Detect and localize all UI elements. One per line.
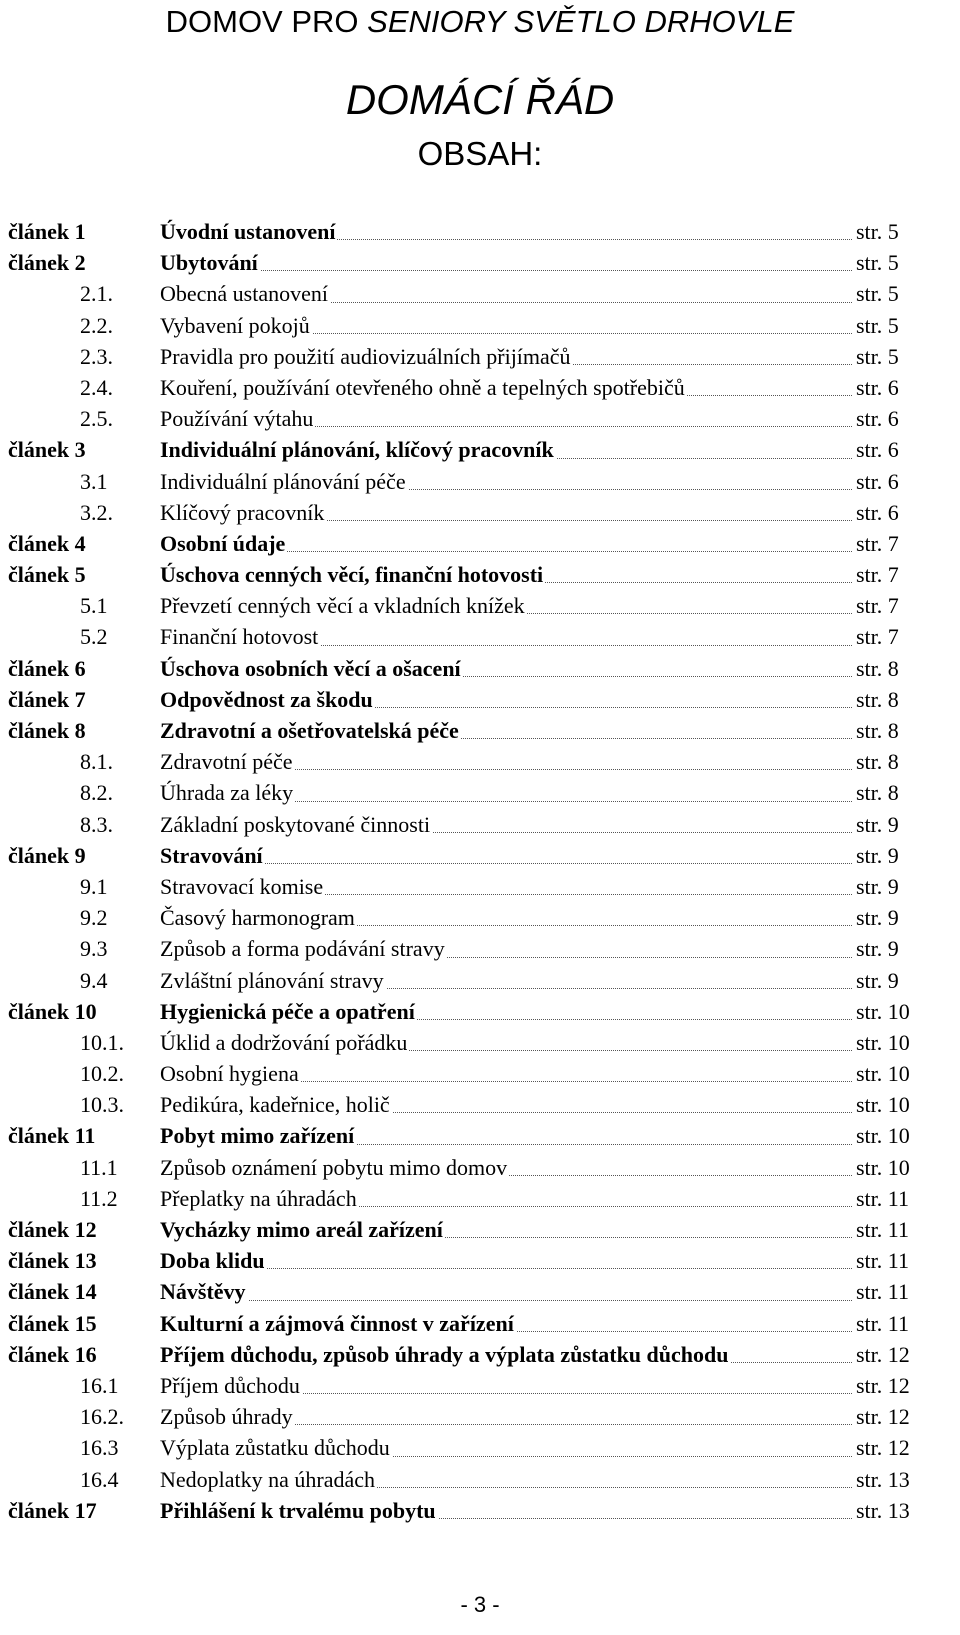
toc-entry-page: str. 11 — [856, 1279, 909, 1305]
toc-entry — [0, 247, 960, 278]
toc-entry-page: str. 8 — [856, 655, 899, 681]
toc-entry-title — [160, 1495, 852, 1526]
toc-entry-number: článek 12 — [8, 1217, 97, 1242]
toc-entry-page: str. 9 — [856, 936, 899, 962]
toc-entry — [0, 1401, 960, 1432]
toc-entry — [0, 1308, 960, 1339]
toc-entry-title — [160, 1276, 852, 1307]
toc-entry-number: 10.3. — [80, 1092, 124, 1118]
toc-entry-title — [160, 965, 852, 996]
toc-entry-number: 10.2. — [80, 1061, 124, 1087]
toc-entry-page: str. 5 — [856, 219, 899, 244]
toc-entry-page: str. 6 — [856, 437, 899, 463]
toc-entry — [0, 1276, 960, 1307]
toc-entry — [0, 528, 960, 559]
toc-entry-page: str. 8 — [856, 749, 899, 775]
toc-entry-number: 2.2. — [80, 312, 113, 338]
toc-entry-page: str. 12 — [856, 1341, 910, 1367]
toc-entry-number: článek 8 — [8, 718, 86, 743]
toc-entry — [0, 1058, 960, 1089]
toc-entry-number: 2.4. — [80, 374, 113, 400]
toc-entry-title-text: Nedoplatky na úhradách — [160, 1466, 376, 1492]
toc-entry — [0, 965, 960, 996]
toc-entry — [0, 590, 960, 621]
toc-entry-page: str. 12 — [856, 1404, 910, 1430]
toc-entry — [0, 777, 960, 808]
toc-entry-page: str. 5 — [856, 250, 899, 276]
toc-entry-page: str. 11 — [856, 1185, 909, 1211]
contents-heading: OBSAH: — [417, 135, 543, 172]
toc-entry-page: str. 13 — [856, 1466, 910, 1492]
toc-entry-page: str. 11 — [856, 1248, 909, 1274]
toc-entry-title — [160, 497, 852, 528]
toc-entry-number: článek 15 — [8, 1310, 97, 1336]
toc-entry-title — [160, 590, 852, 621]
toc-entry-title-text: Používání výtahu — [160, 406, 314, 432]
toc-entry-title — [160, 1432, 852, 1463]
toc-entry-number: článek 16 — [8, 1341, 97, 1367]
toc-entry-title — [160, 216, 852, 247]
toc-entry-number: článek 6 — [8, 655, 86, 681]
toc-entry-page: str. 10 — [856, 1154, 910, 1180]
toc-entry-title — [160, 840, 852, 871]
toc-entry — [0, 1245, 960, 1276]
toc-entry-title-text: Úvodní ustanovení — [160, 219, 336, 244]
toc-entry-page: str. 11 — [856, 1217, 909, 1242]
toc-entry-number: článek 17 — [8, 1497, 97, 1523]
toc-entry-title-text: Odpovědnost za škodu — [160, 686, 373, 712]
toc-entry-title — [160, 1089, 852, 1120]
toc-entry-title — [160, 341, 852, 372]
toc-entry-number: 9.2 — [80, 905, 108, 931]
toc-entry-page: str. 10 — [856, 998, 910, 1024]
toc-entry-title — [160, 1464, 852, 1495]
toc-entry-title-text: Příjem důchodu, způsob úhrady a výplata zůstatku důchodu — [160, 1341, 729, 1367]
toc-entry — [0, 1120, 960, 1151]
toc-entry-number: 5.2 — [80, 624, 108, 650]
toc-entry-number: článek 10 — [8, 998, 97, 1024]
toc-entry-page: str. 9 — [856, 967, 899, 993]
toc-entry-title-text: Pobyt mimo zařízení — [160, 1123, 355, 1149]
toc-entry-title — [160, 684, 852, 715]
toc-entry-title — [160, 715, 852, 746]
toc-entry-page: str. 7 — [856, 530, 899, 556]
toc-entry-title-text: Doba klidu — [160, 1248, 265, 1274]
toc-entry — [0, 466, 960, 497]
toc-entry-page: str. 7 — [856, 593, 899, 619]
toc-entry-title — [160, 1401, 852, 1432]
toc-entry — [0, 621, 960, 652]
toc-entry-page: str. 7 — [856, 562, 899, 588]
toc-entry-title — [160, 871, 852, 902]
toc-entry-page: str. 10 — [856, 1123, 910, 1149]
toc-entry-number: 9.3 — [80, 936, 108, 962]
toc-entry-number: článek 3 — [8, 437, 86, 463]
toc-entry-title — [160, 247, 852, 278]
toc-entry-number: 9.4 — [80, 967, 108, 993]
toc-entry — [0, 497, 960, 528]
toc-entry-number: článek 13 — [8, 1248, 97, 1274]
toc-entry-title — [160, 528, 852, 559]
toc-entry-title — [160, 1370, 852, 1401]
toc-entry-page: str. 10 — [856, 1029, 910, 1055]
toc-entry-title-text: Osobní hygiena — [160, 1061, 299, 1087]
toc-entry-number: 8.1. — [80, 749, 113, 775]
toc-entry-page: str. 9 — [856, 873, 899, 899]
toc-entry-title-text: Úhrada za léky — [160, 780, 294, 806]
toc-entry-number: 8.3. — [80, 811, 113, 837]
toc-entry-page: str. 10 — [856, 1061, 910, 1087]
toc-entry-title-text: Vycházky mimo areál zařízení — [160, 1217, 443, 1242]
toc-entry-title — [160, 1058, 852, 1089]
toc-entry — [0, 1027, 960, 1058]
toc-entry-number: 16.2. — [80, 1404, 124, 1430]
toc-entry-title-text: Hygienická péče a opatření — [160, 998, 415, 1024]
toc-entry-number: 11.1 — [80, 1154, 118, 1180]
toc-entry-number: 3.1 — [80, 468, 108, 494]
toc-entry — [0, 1089, 960, 1120]
toc-entry — [0, 278, 960, 309]
toc-entry-number: 9.1 — [80, 873, 108, 899]
toc-entry-page: str. 9 — [856, 811, 899, 837]
toc-entry-page: str. 10 — [856, 1092, 910, 1118]
toc-entry-number: 5.1 — [80, 593, 108, 619]
table-of-contents — [0, 216, 960, 1526]
toc-entry-title-text: Úschova osobních věcí a ošacení — [160, 655, 461, 681]
toc-entry-page: str. 8 — [856, 780, 899, 806]
toc-entry-title — [160, 466, 852, 497]
toc-entry-page: str. 9 — [856, 842, 899, 868]
toc-entry — [0, 403, 960, 434]
page-number: - 3 - — [460, 1592, 500, 1617]
toc-entry-title — [160, 1027, 852, 1058]
toc-entry-number: 2.3. — [80, 343, 113, 369]
toc-entry-page: str. 7 — [856, 624, 899, 650]
toc-entry-title-text: Zvláštní plánování stravy — [160, 967, 384, 993]
toc-entry-title-text: Způsob oznámení pobytu mimo domov — [160, 1154, 508, 1180]
toc-entry-number: 3.2. — [80, 499, 113, 525]
toc-entry-title-text: Základní poskytované činnosti — [160, 811, 431, 837]
toc-entry-title — [160, 278, 852, 309]
dot-leader — [160, 270, 852, 271]
toc-entry-title — [160, 933, 852, 964]
toc-entry-title-text: Stravování — [160, 842, 263, 868]
toc-entry-title — [160, 372, 852, 403]
toc-entry-title-text: Zdravotní a ošetřovatelská péče — [160, 718, 459, 743]
toc-entry-title-text: Individuální plánování péče — [160, 468, 406, 494]
toc-entry-title-text: Příjem důchodu — [160, 1372, 300, 1398]
toc-entry-title — [160, 902, 852, 933]
toc-entry-page: str. 6 — [856, 374, 899, 400]
toc-entry — [0, 1214, 960, 1245]
toc-entry-page: str. 8 — [856, 718, 899, 743]
toc-entry-title-text: Způsob úhrady — [160, 1404, 293, 1430]
toc-entry — [0, 653, 960, 684]
toc-entry-title-text: Časový harmonogram — [160, 905, 355, 931]
toc-entry-title-text: Úschova cenných věcí, finanční hotovosti — [160, 562, 544, 588]
toc-entry-page: str. 6 — [856, 468, 899, 494]
toc-entry-title-text: Přihlášení k trvalému pobytu — [160, 1497, 436, 1523]
toc-entry-number: článek 4 — [8, 530, 86, 556]
toc-entry-title — [160, 653, 852, 684]
toc-entry-number: 2.1. — [80, 281, 113, 307]
toc-entry-page: str. 8 — [856, 686, 899, 712]
toc-entry — [0, 996, 960, 1027]
toc-entry-title — [160, 996, 852, 1027]
toc-entry — [0, 310, 960, 341]
toc-entry-title-text: Kulturní a zájmová činnost v zařízení — [160, 1310, 514, 1336]
toc-entry-title — [160, 777, 852, 808]
toc-entry-page: str. 12 — [856, 1435, 910, 1461]
toc-entry-title — [160, 403, 852, 434]
toc-entry-number: článek 7 — [8, 686, 86, 712]
dot-leader — [160, 1300, 852, 1301]
toc-entry-title-text: Finanční hotovost — [160, 624, 319, 650]
toc-entry — [0, 1339, 960, 1370]
toc-entry-page: str. 13 — [856, 1497, 910, 1523]
toc-entry-title — [160, 310, 852, 341]
toc-entry-number: 8.2. — [80, 780, 113, 806]
toc-entry-page: str. 12 — [856, 1372, 910, 1398]
toc-entry — [0, 840, 960, 871]
toc-entry — [0, 1370, 960, 1401]
toc-entry — [0, 746, 960, 777]
toc-entry-title-text: Způsob a forma podávání stravy — [160, 936, 445, 962]
toc-entry-page: str. 5 — [856, 343, 899, 369]
toc-entry-number: článek 11 — [8, 1123, 96, 1149]
toc-entry-title — [160, 1245, 852, 1276]
toc-entry — [0, 434, 960, 465]
toc-entry-title — [160, 1214, 852, 1245]
toc-entry-title — [160, 809, 852, 840]
toc-entry-number: 16.1 — [80, 1372, 119, 1398]
toc-entry-title-text: Převzetí cenných věcí a vkladních knížek — [160, 593, 525, 619]
toc-entry-title — [160, 434, 852, 465]
toc-entry — [0, 1464, 960, 1495]
toc-entry — [0, 715, 960, 746]
toc-entry-title — [160, 1183, 852, 1214]
toc-entry-title — [160, 1308, 852, 1339]
toc-entry-number: článek 9 — [8, 842, 86, 868]
toc-entry-title-text: Zdravotní péče — [160, 749, 293, 775]
toc-entry-page: str. 11 — [856, 1310, 909, 1336]
toc-entry — [0, 372, 960, 403]
toc-entry — [0, 684, 960, 715]
toc-entry — [0, 871, 960, 902]
toc-entry-title — [160, 559, 852, 590]
toc-entry-title-text: Úklid a dodržování pořádku — [160, 1029, 408, 1055]
toc-entry-title-text: Pravidla pro použití audiovizuálních přijímačů — [160, 343, 571, 369]
toc-entry-number: 10.1. — [80, 1029, 124, 1055]
toc-entry-number: článek 5 — [8, 562, 86, 588]
toc-entry-title-text: Osobní údaje — [160, 530, 286, 556]
toc-entry — [0, 1495, 960, 1526]
toc-entry-number: článek 1 — [8, 219, 86, 244]
toc-entry — [0, 1432, 960, 1463]
toc-entry — [0, 902, 960, 933]
toc-entry-title-text: Ubytování — [160, 250, 258, 276]
toc-entry-title-text: Stravovací komise — [160, 873, 324, 899]
toc-entry-title-text: Vybavení pokojů — [160, 312, 310, 338]
toc-entry-page: str. 9 — [856, 905, 899, 931]
toc-entry — [0, 341, 960, 372]
toc-entry-title — [160, 1120, 852, 1151]
toc-entry — [0, 1183, 960, 1214]
toc-entry-number: 2.5. — [80, 406, 113, 432]
toc-entry — [0, 216, 960, 247]
toc-entry-number: 16.3 — [80, 1435, 119, 1461]
document-title: DOMÁCÍ ŘÁD — [345, 76, 615, 123]
toc-entry-title-text: Kouření, používání otevřeného ohně a tepelných spotřebičů — [160, 374, 685, 400]
toc-entry — [0, 933, 960, 964]
toc-entry — [0, 559, 960, 590]
institution-name — [0, 4, 960, 40]
toc-entry-title-text: Přeplatky na úhradách — [160, 1185, 357, 1211]
toc-entry-number: článek 2 — [8, 250, 86, 276]
toc-entry-title — [160, 621, 852, 652]
toc-entry-title-text: Návštěvy — [160, 1279, 246, 1305]
toc-entry-page: str. 6 — [856, 406, 899, 432]
toc-entry-title-text: Obecná ustanovení — [160, 281, 328, 307]
toc-entry-title-text: Individuální plánování, klíčový pracovník — [160, 437, 554, 463]
toc-entry-title-text: Pedikúra, kadeřnice, holič — [160, 1092, 390, 1118]
toc-entry-number: 11.2 — [80, 1185, 118, 1211]
toc-entry-number: 16.4 — [80, 1466, 119, 1492]
toc-entry-title — [160, 1152, 852, 1183]
toc-entry-page: str. 5 — [856, 312, 899, 338]
toc-entry — [0, 809, 960, 840]
toc-entry-title — [160, 746, 852, 777]
toc-entry-number: článek 14 — [8, 1279, 97, 1305]
toc-entry — [0, 1152, 960, 1183]
toc-entry-page: str. 5 — [856, 281, 899, 307]
toc-entry-title-text: Výplata zůstatku důchodu — [160, 1435, 390, 1461]
institution-name-part2: SENIORY SVĚTLO DRHOVLE — [367, 4, 795, 39]
toc-entry-title-text: Klíčový pracovník — [160, 499, 325, 525]
toc-entry-page: str. 6 — [856, 499, 899, 525]
toc-entry-title — [160, 1339, 852, 1370]
institution-name-part1: DOMOV PRO — [165, 4, 368, 39]
